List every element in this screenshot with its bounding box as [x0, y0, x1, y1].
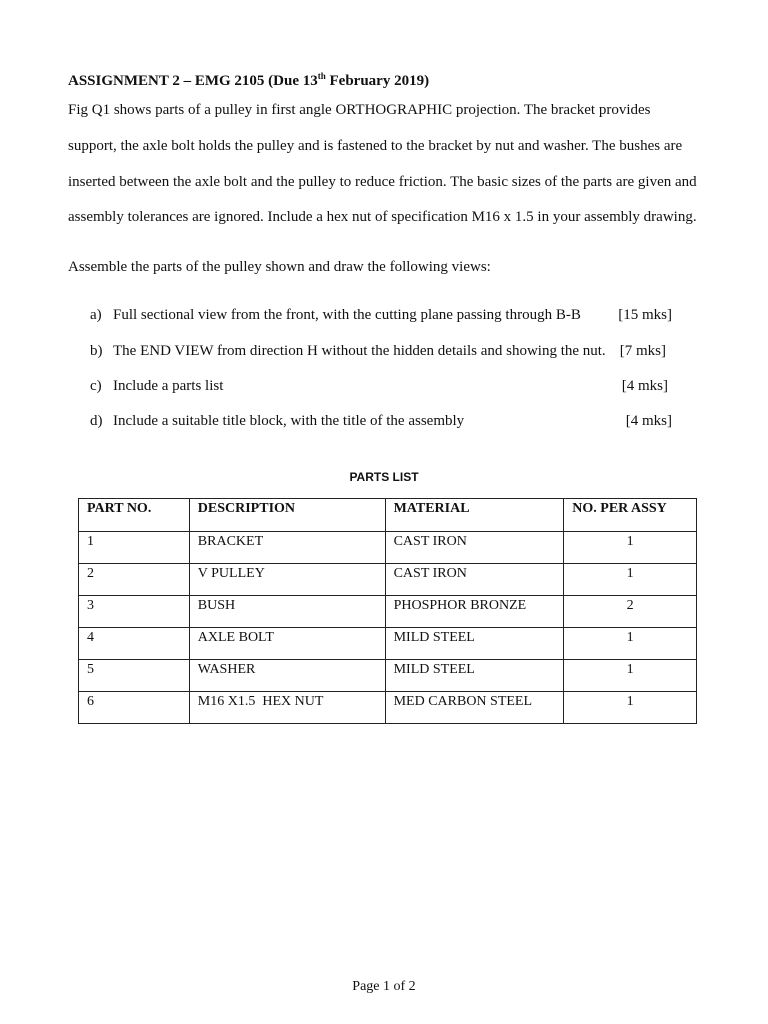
title-main: ASSIGNMENT 2 – EMG 2105 (Due 13	[68, 73, 318, 89]
paragraph-line-2: support, the axle bolt holds the pulley and is fastened to the bracket by nut and washer. The bushes are	[68, 138, 683, 154]
cell-material: MILD STEEL	[385, 660, 564, 692]
table-header-row	[79, 499, 697, 532]
page-number-footer: Page 1 of 2	[352, 979, 416, 994]
task-letter: a)	[90, 307, 102, 323]
cell-description: BUSH	[189, 596, 385, 628]
cell-part-no: 6	[79, 692, 190, 724]
cell-description: BRACKET	[189, 532, 385, 564]
paragraph-line-4: assembly tolerances are ignored. Include a hex nut of specification M16 x 1.5 in your assembly drawing.	[68, 209, 697, 225]
cell-qty: 2	[564, 596, 697, 628]
task-marks: [4 mks]	[621, 378, 668, 394]
cell-description: V PULLEY	[189, 564, 385, 596]
cell-material: CAST IRON	[385, 532, 564, 564]
task-text: Include a suitable title block, with the title of the assembly	[113, 413, 465, 429]
table-row	[79, 564, 697, 596]
cell-description: AXLE BOLT	[189, 628, 385, 660]
cell-material: MED CARBON STEEL	[385, 692, 564, 724]
cell-qty: 1	[564, 628, 697, 660]
table-row	[79, 660, 697, 692]
parts-list-heading: PARTS LIST	[349, 470, 419, 484]
table-row	[79, 692, 697, 724]
cell-material: CAST IRON	[385, 564, 564, 596]
instruction-text: Assemble the parts of the pulley shown and draw the following views:	[68, 259, 491, 275]
cell-qty: 1	[564, 564, 697, 596]
cell-part-no: 4	[79, 628, 190, 660]
cell-qty: 1	[564, 692, 697, 724]
cell-material: PHOSPHOR BRONZE	[385, 596, 564, 628]
task-text: Full sectional view from the front, with the cutting plane passing through B-B	[113, 307, 581, 323]
task-marks: [4 mks]	[625, 413, 672, 429]
cell-description: M16 X1.5 HEX NUT	[189, 692, 385, 724]
table-row	[79, 532, 697, 564]
parts-list-table	[78, 498, 697, 724]
column-header-qty: NO. PER ASSY	[564, 499, 697, 532]
task-letter: d)	[90, 413, 103, 429]
table-row	[79, 596, 697, 628]
column-header-material: MATERIAL	[385, 499, 564, 532]
cell-part-no: 3	[79, 596, 190, 628]
task-marks: [7 mks]	[619, 343, 666, 359]
title-end: February 2019)	[325, 73, 430, 89]
title-superscript: th	[317, 71, 326, 81]
task-marks: [15 mks]	[618, 307, 672, 323]
cell-part-no: 2	[79, 564, 190, 596]
task-letter: b)	[90, 343, 103, 359]
column-header-description: DESCRIPTION	[189, 499, 385, 532]
assignment-title	[68, 71, 429, 90]
paragraph-line-1: Fig Q1 shows parts of a pulley in first angle ORTHOGRAPHIC projection. The bracket provides	[68, 102, 651, 118]
task-text: The END VIEW from direction H without the hidden details and showing the nut.	[113, 343, 606, 359]
task-letter: c)	[90, 378, 102, 394]
table-row	[79, 628, 697, 660]
task-text: Include a parts list	[113, 378, 224, 394]
column-header-part-no: PART NO.	[79, 499, 190, 532]
cell-description: WASHER	[189, 660, 385, 692]
cell-part-no: 5	[79, 660, 190, 692]
cell-qty: 1	[564, 532, 697, 564]
paragraph-line-3: inserted between the axle bolt and the pulley to reduce friction. The basic sizes of the parts are given and	[68, 174, 697, 190]
cell-qty: 1	[564, 660, 697, 692]
cell-material: MILD STEEL	[385, 628, 564, 660]
cell-part-no: 1	[79, 532, 190, 564]
